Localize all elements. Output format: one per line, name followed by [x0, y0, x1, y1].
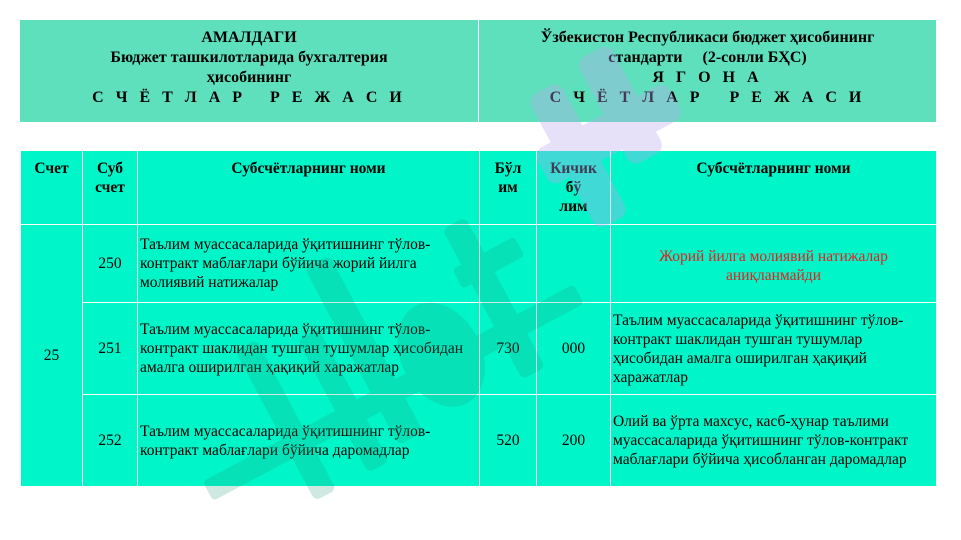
header-right-line4b: Р Е Ж А С И — [729, 89, 866, 106]
header-right-line4 — [479, 88, 936, 108]
table-header-row — [21, 151, 937, 225]
cell-kichik: 200 — [537, 395, 611, 487]
table-row — [21, 225, 937, 303]
cell-sub: 251 — [83, 303, 138, 395]
header-left-line1: АМАЛДАГИ — [201, 29, 297, 46]
col-header-kichik-bulim: Кичик бў лим — [537, 151, 611, 225]
header-right-line2: стандарти (2-сонли БҲС) — [608, 49, 807, 66]
header-unified-plan — [479, 20, 936, 122]
header-banner — [20, 20, 936, 122]
cell-sub: 250 — [83, 225, 138, 303]
header-left-line3: ҳисобининг — [206, 69, 292, 86]
col-header-schet: Счет — [21, 151, 83, 225]
cell-name-right: Олий ва ўрта махсус, касб-ҳунар таълими муассасаларида ўқитишнинг тўлов-контракт маблағлари бўйича ҳисобланган даромадлар — [611, 395, 937, 487]
col-header-name-left: Субсчётларнинг номи — [138, 151, 480, 225]
cell-bulim: 520 — [480, 395, 537, 487]
cell-bulim — [480, 225, 537, 303]
cell-schet: 25 — [21, 225, 83, 487]
table-row — [21, 303, 937, 395]
cell-name-left: Таълим муассасаларида ўқитишнинг тўлов-контракт маблағлари бўйича жорий йилга молиявий натижалар — [138, 225, 480, 303]
header-left-line4: С Ч Ё Т Л А Р Р Е Ж А С И — [92, 89, 406, 106]
header-right-line1: Ўзбекистон Республикаси бюджет ҳисобининг — [540, 29, 875, 46]
accounts-table — [20, 150, 937, 487]
table-row — [21, 395, 937, 487]
header-current-plan — [20, 20, 479, 122]
cell-kichik: 000 — [537, 303, 611, 395]
header-right-line3: Я Г О Н А — [652, 69, 763, 86]
cell-name-right: Таълим муассасаларида ўқитишнинг тўлов-контракт шаклидан тушган тушумлар ҳисобидан амалга оширилган ҳақиқий харажатлар — [611, 303, 937, 395]
col-header-subschet: Суб счет — [83, 151, 138, 225]
cell-name-right-note: Жорий йилга молиявий натижалар аниқланмайди — [611, 225, 937, 303]
cell-bulim: 730 — [480, 303, 537, 395]
col-header-bulim: Бўл им — [480, 151, 537, 225]
col-header-name-right: Субсчётларнинг номи — [611, 151, 937, 225]
cell-name-left: Таълим муассасаларида ўқитишнинг тўлов-контракт шаклидан тушган тушумлар ҳисобидан амалга оширилган ҳақиқий харажатлар — [138, 303, 480, 395]
cell-name-left: Таълим муассасаларида ўқитишнинг тўлов-контракт маблағлари бўйича даромадлар — [138, 395, 480, 487]
header-right-line4a: С Ч Ё Т Л А Р — [549, 89, 704, 106]
header-left-line2: Бюджет ташкилотларида бухгалтерия — [110, 49, 388, 66]
cell-sub: 252 — [83, 395, 138, 487]
cell-kichik — [537, 225, 611, 303]
